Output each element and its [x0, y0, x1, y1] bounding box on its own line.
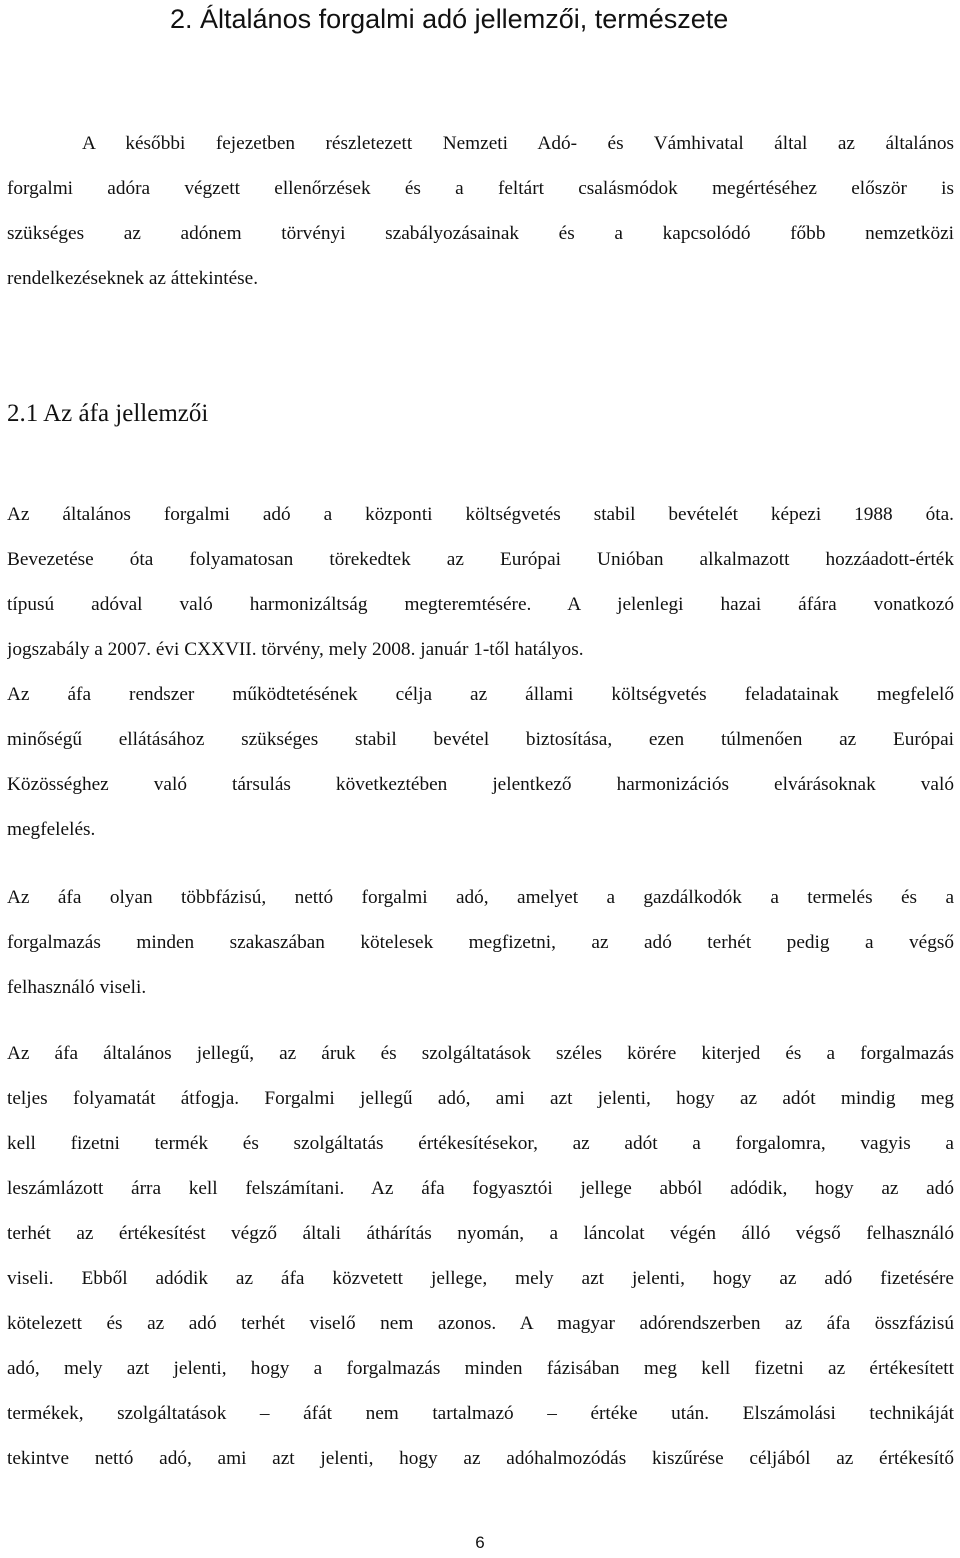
text-line: terhét az értékesítést végző általi áthárítás nyomán, a láncolat végén álló végső felhasználó — [7, 1223, 954, 1244]
text-line: termékek, szolgáltatások – áfát nem tartalmazó – értéke után. Elszámolási technikáját — [7, 1403, 954, 1424]
paragraph-2 — [7, 875, 954, 1010]
text-line: szükséges az adónem törvényi szabályozásainak és a kapcsolódó főbb nemzetközi — [7, 223, 954, 244]
text-line: felhasználó viseli. — [7, 977, 147, 998]
text-line: kell fizetni termék és szolgáltatás értékesítésekor, az adót a forgalomra, vagyis a — [7, 1133, 954, 1154]
text-line: Az áfa rendszer működtetésének célja az állami költségvetés feladatainak megfelelő — [7, 684, 954, 705]
text-line: forgalmi adóra végzett ellenőrzések és a feltárt csalásmódok megértéséhez először is — [7, 178, 954, 199]
section-heading: 2.1 Az áfa jellemzői — [7, 400, 209, 427]
text-line: Az áfa olyan többfázisú, nettó forgalmi adó, amelyet a gazdálkodók a termelés és a — [7, 887, 954, 908]
text-line: Bevezetése óta folyamatosan törekedtek az Európai Unióban alkalmazott hozzáadott-érték — [7, 549, 954, 570]
paragraph-1 — [7, 492, 954, 852]
text-line: rendelkezéseknek az áttekintése. — [7, 268, 259, 289]
text-line: Az általános forgalmi adó a központi költségvetés stabil bevételét képezi 1988 óta. — [7, 504, 954, 525]
text-line: kötelezett és az adó terhét viselő nem azonos. A magyar adórendszerben az áfa összfázisú — [7, 1313, 954, 1334]
text-line: tekintve nettó adó, ami azt jelenti, hogy az adóhalmozódás kiszűrése céljából az értékesítő — [7, 1448, 954, 1469]
text-line: forgalmazás minden szakaszában kötelesek megfizetni, az adó terhét pedig a végső — [7, 932, 954, 953]
text-line: viseli. Ebből adódik az áfa közvetett jellege, mely azt jelenti, hogy az adó fizetésére — [7, 1268, 954, 1289]
text-line: A későbbi fejezetben részletezett Nemzeti Adó- és Vámhivatal által az általános — [82, 133, 954, 154]
text-line: megfelelés. — [7, 819, 96, 840]
chapter-heading: 2. Általános forgalmi adó jellemzői, természete — [170, 4, 729, 34]
text-line: jogszabály a 2007. évi CXXVII. törvény, mely 2008. január 1-től hatályos. — [7, 639, 584, 660]
text-line: minőségű ellátásához szükséges stabil bevétel biztosítása, ezen túlmenően az Európai — [7, 729, 954, 750]
intro-paragraph — [7, 121, 954, 301]
paragraph-3 — [7, 1031, 954, 1481]
text-line: Az áfa általános jellegű, az áruk és szolgáltatások széles körére kiterjed és a forgalmazás — [7, 1043, 954, 1064]
page-number: 6 — [475, 1533, 485, 1552]
text-line: adó, mely azt jelenti, hogy a forgalmazás minden fázisában meg kell fizetni az értékesített — [7, 1358, 954, 1379]
text-line: típusú adóval való harmonizáltság megteremtésére. A jelenlegi hazai áfára vonatkozó — [7, 594, 954, 615]
text-line: leszámlázott árra kell felszámítani. Az áfa fogyasztói jellege abból adódik, hogy az adó — [7, 1178, 954, 1199]
text-line: Közösséghez való társulás következtében jelentkező harmonizációs elvárásoknak való — [7, 774, 954, 795]
text-line: teljes folyamatát átfogja. Forgalmi jellegű adó, ami azt jelenti, hogy az adót mindig meg — [7, 1088, 954, 1109]
